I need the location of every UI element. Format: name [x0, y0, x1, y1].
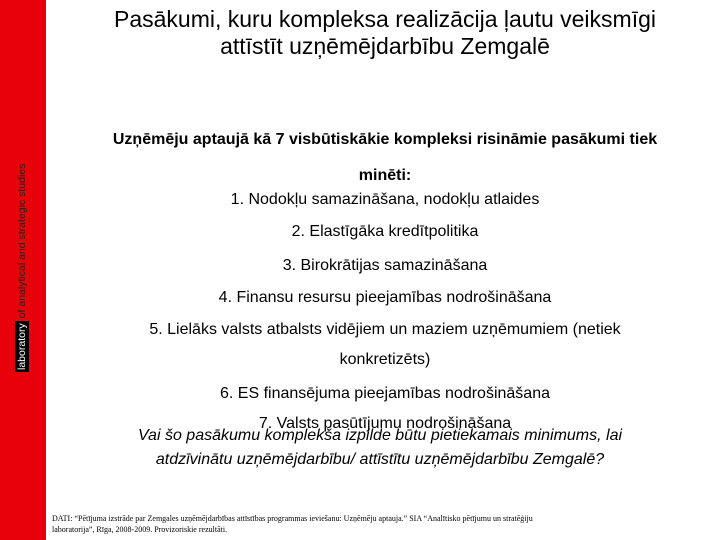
sidebar-vertical-label [9, 32, 35, 372]
sidebar-label-rest: of analytical and strategic studies [16, 163, 28, 319]
slide-subtitle-line1: Uzņēmēju aptaujā kā 7 visbūtiskākie kompleksi risināmie pasākumi tiek [112, 131, 658, 148]
slide-question-line2: atdzīvinātu uzņēmējdarbību/ attīstītu uzņēmējdarbību Zemgalē? [155, 451, 605, 468]
sidebar-label-laboratory: laboratory [16, 323, 28, 370]
list-item-6: 6. ES finansējuma pieejamības nodrošināšana [220, 385, 550, 402]
slide-footnote-line2: laboratorija”, Rīga, 2008-2009. Provizoriskie rezultāti. [52, 525, 228, 534]
list-item-4: 4. Finansu resursu pieejamības nodrošināšana [218, 289, 552, 306]
list-item-2: 2. Elastīgāka kredītpolitika [291, 223, 479, 240]
list-item-3: 3. Birokrātijas samazināšana [282, 257, 488, 274]
slide-title-line1: Pasākumi, kuru kompleksa realizācija ļautu veiksmīgi [114, 6, 656, 32]
slide-footnote-line1: DATI: “Pētījuma izstrāde par Zemgales uzņēmējdarbības attīstības programmas ieviešanu: Uzņēmēju aptauja.” SIA “Analītisko pētījumu un stratēģiju [52, 514, 533, 523]
list-item-1: 1. Nodokļu samazināšana, nodokļu atlaides [230, 191, 540, 208]
slide-title-line2: attīstīt uzņēmējdarbību Zemgalē [220, 33, 550, 59]
list-item-7: 7. Valsts pasūtījumu nodrošināšana [258, 415, 512, 432]
list-item-5: 5. Lielāks valsts atbalsts vidējiem un maziem uzņēmumiem (netiek [149, 321, 621, 338]
slide-footnote [52, 513, 672, 535]
list-item-5-cont: konkretizēts) [339, 351, 431, 368]
slide-question [60, 424, 700, 472]
slide-subtitle [60, 122, 710, 194]
slide-title [50, 6, 720, 60]
slide-subtitle-line2: minēti: [358, 167, 412, 184]
slide-question-line1: Vai šo pasākumu komplekša izpilde būtu pietiekamais minimums, lai [137, 427, 623, 444]
